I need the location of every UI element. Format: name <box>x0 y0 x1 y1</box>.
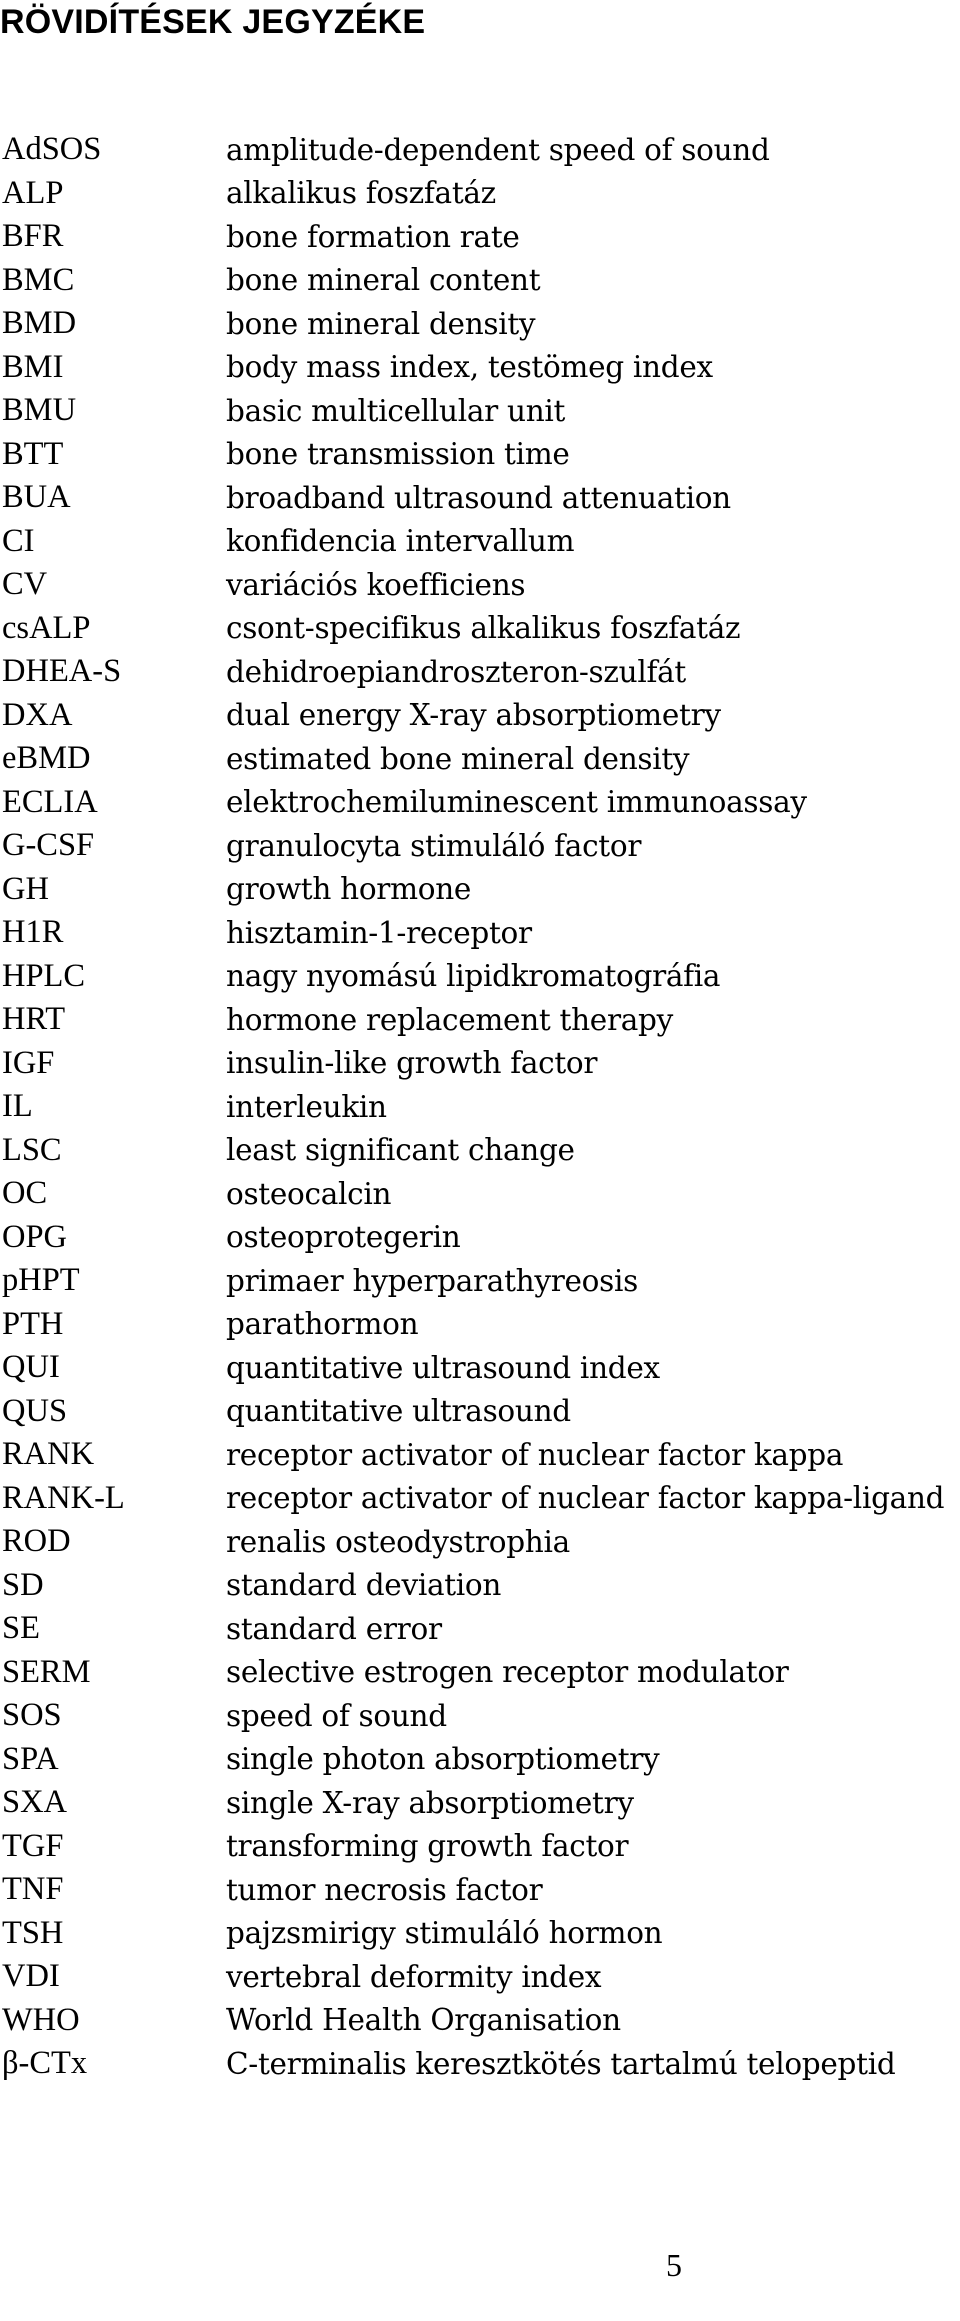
abbreviation-row <box>2 1868 958 1912</box>
abbreviation-row <box>2 1346 958 1390</box>
page-title: RÖVIDÍTÉSEK JEGYZÉKE <box>0 3 426 41</box>
abbreviation-code: WHO <box>2 2001 80 2038</box>
abbreviation-code: DXA <box>2 696 73 733</box>
abbreviation-row <box>2 1999 958 2043</box>
abbreviation-code: BMU <box>2 392 77 429</box>
abbreviation-code: SPA <box>2 1740 59 1777</box>
abbreviation-row <box>2 389 958 433</box>
abbreviation-row <box>2 128 958 172</box>
abbreviation-code: BMI <box>2 348 64 385</box>
abbreviation-definition: nagy nyomású lipidkromatográfia <box>226 959 721 994</box>
abbreviation-definition: C-terminalis keresztkötés tartalmú telopeptid <box>226 2046 896 2081</box>
abbreviation-row <box>2 520 958 564</box>
page-number: 5 <box>666 2247 682 2283</box>
abbreviation-code: SOS <box>2 1697 62 1734</box>
abbreviation-definition: World Health Organisation <box>226 2003 621 2038</box>
abbreviation-row <box>2 955 958 999</box>
abbreviation-code: eBMD <box>2 740 91 777</box>
abbreviation-code: GH <box>2 870 49 907</box>
abbreviation-code: QUI <box>2 1349 60 1386</box>
abbreviation-definition: standard deviation <box>226 1568 502 1603</box>
abbreviation-row <box>2 1433 958 1477</box>
abbreviation-row <box>2 1651 958 1695</box>
abbreviation-code: TNF <box>2 1871 64 1908</box>
abbreviation-definition: speed of sound <box>226 1698 447 1733</box>
abbreviation-row <box>2 1825 958 1869</box>
abbreviation-definition: interleukin <box>226 1089 387 1124</box>
abbreviation-definition: variációs koefficiens <box>226 567 526 602</box>
abbreviation-definition: osteocalcin <box>226 1176 392 1211</box>
abbreviation-definition: osteoprotegerin <box>226 1220 461 1255</box>
abbreviation-definition: pajzsmirigy stimuláló hormon <box>226 1916 663 1951</box>
abbreviation-code: AdSOS <box>2 131 102 168</box>
abbreviation-code: BMC <box>2 261 75 298</box>
abbreviation-code: ROD <box>2 1523 71 1560</box>
abbreviation-definition: bone transmission time <box>226 437 570 472</box>
abbreviation-row <box>2 650 958 694</box>
abbreviation-row <box>2 346 958 390</box>
abbreviation-row <box>2 998 958 1042</box>
abbreviation-definition: quantitative ultrasound <box>226 1394 571 1429</box>
abbreviation-row <box>2 1912 958 1956</box>
abbreviation-definition: alkalikus foszfatáz <box>226 176 496 211</box>
abbreviation-row <box>2 1477 958 1521</box>
abbreviation-row <box>2 1390 958 1434</box>
abbreviation-definition: dual energy X-ray absorptiometry <box>226 698 721 733</box>
abbreviation-row <box>2 476 958 520</box>
abbreviation-code: BTT <box>2 435 64 472</box>
abbreviation-definition: receptor activator of nuclear factor kappa-ligand <box>226 1481 945 1516</box>
abbreviation-row <box>2 259 958 303</box>
abbreviation-row <box>2 1955 958 1999</box>
abbreviation-code: TSH <box>2 1914 64 1951</box>
abbreviation-row <box>2 2042 958 2086</box>
abbreviation-row <box>2 607 958 651</box>
abbreviation-row <box>2 215 958 259</box>
abbreviation-code: SE <box>2 1610 40 1647</box>
abbreviation-definition: elektrochemiluminescent immunoassay <box>226 785 807 820</box>
abbreviation-code: H1R <box>2 914 64 951</box>
abbreviation-row <box>2 563 958 607</box>
abbreviation-row <box>2 1607 958 1651</box>
abbreviation-code: SD <box>2 1566 44 1603</box>
abbreviation-code: BMD <box>2 305 77 342</box>
abbreviation-code: PTH <box>2 1305 64 1342</box>
abbreviation-code: DHEA-S <box>2 653 122 690</box>
abbreviation-row <box>2 172 958 216</box>
abbreviation-definition: selective estrogen receptor modulator <box>226 1655 789 1690</box>
abbreviation-code: β-CTx <box>2 2045 88 2082</box>
abbreviation-code: pHPT <box>2 1262 80 1299</box>
abbreviation-code: RANK-L <box>2 1479 125 1516</box>
abbreviation-code: BFR <box>2 218 64 255</box>
abbreviation-code: VDI <box>2 1958 60 1995</box>
abbreviation-code: BUA <box>2 479 71 516</box>
abbreviation-row <box>2 1738 958 1782</box>
abbreviation-code: CV <box>2 566 48 603</box>
abbreviation-definition: hormone replacement therapy <box>226 1002 673 1037</box>
abbreviation-row <box>2 1564 958 1608</box>
abbreviation-definition: primaer hyperparathyreosis <box>226 1263 638 1298</box>
abbreviation-row <box>2 1259 958 1303</box>
abbreviation-definition: parathormon <box>226 1307 419 1342</box>
abbreviation-definition: konfidencia intervallum <box>226 524 575 559</box>
abbreviation-code: ALP <box>2 174 64 211</box>
abbreviation-row <box>2 1781 958 1825</box>
abbreviation-row <box>2 824 958 868</box>
abbreviation-code: IL <box>2 1088 33 1125</box>
abbreviation-row <box>2 1520 958 1564</box>
abbreviation-definition: receptor activator of nuclear factor kappa <box>226 1437 844 1472</box>
abbreviation-definition: least significant change <box>226 1133 575 1168</box>
abbreviation-row <box>2 737 958 781</box>
abbreviation-definition: single photon absorptiometry <box>226 1742 660 1777</box>
abbreviation-definition: standard error <box>226 1611 442 1646</box>
abbreviation-definition: broadband ultrasound attenuation <box>226 480 731 515</box>
abbreviation-row <box>2 1129 958 1173</box>
abbreviation-code: HPLC <box>2 957 86 994</box>
abbreviation-row <box>2 781 958 825</box>
abbreviation-row <box>2 1042 958 1086</box>
abbreviation-definition: granulocyta stimuláló factor <box>226 828 642 863</box>
abbreviation-definition: dehidroepiandroszteron-szulfát <box>226 654 686 689</box>
abbreviation-row <box>2 433 958 477</box>
abbreviation-code: RANK <box>2 1436 95 1473</box>
abbreviation-definition: amplitude-dependent speed of sound <box>226 132 770 167</box>
abbreviation-definition: basic multicellular unit <box>226 393 566 428</box>
abbreviation-row <box>2 1216 958 1260</box>
abbreviation-row <box>2 868 958 912</box>
abbreviation-definition: tumor necrosis factor <box>226 1872 543 1907</box>
abbreviation-code: CI <box>2 522 35 559</box>
abbreviation-definition: growth hormone <box>226 872 472 907</box>
abbreviation-definition: estimated bone mineral density <box>226 741 690 776</box>
abbreviation-row <box>2 1085 958 1129</box>
abbreviation-code: SXA <box>2 1784 68 1821</box>
abbreviation-definition: bone mineral content <box>226 263 541 298</box>
abbreviation-code: OC <box>2 1175 48 1212</box>
abbreviation-definition: hisztamin-1-receptor <box>226 915 532 950</box>
abbreviation-list <box>2 128 958 2086</box>
abbreviation-definition: single X-ray absorptiometry <box>226 1785 634 1820</box>
abbreviation-code: G-CSF <box>2 827 95 864</box>
abbreviation-definition: quantitative ultrasound index <box>226 1350 660 1385</box>
abbreviation-definition: renalis osteodystrophia <box>226 1524 570 1559</box>
abbreviation-row <box>2 302 958 346</box>
abbreviation-code: TGF <box>2 1827 64 1864</box>
abbreviation-row <box>2 1694 958 1738</box>
abbreviation-definition: vertebral deformity index <box>226 1959 602 1994</box>
abbreviation-code: SERM <box>2 1653 91 1690</box>
abbreviation-row <box>2 694 958 738</box>
abbreviation-definition: transforming growth factor <box>226 1829 629 1864</box>
abbreviation-row <box>2 1172 958 1216</box>
abbreviation-definition: bone mineral density <box>226 306 536 341</box>
abbreviation-definition: body mass index, testömeg index <box>226 350 713 385</box>
abbreviation-definition: bone formation rate <box>226 219 520 254</box>
abbreviation-code: QUS <box>2 1392 68 1429</box>
abbreviation-code: csALP <box>2 609 91 646</box>
abbreviation-code: ECLIA <box>2 783 98 820</box>
abbreviation-row <box>2 1303 958 1347</box>
abbreviation-definition: insulin-like growth factor <box>226 1046 598 1081</box>
abbreviation-definition: csont-specifikus alkalikus foszfatáz <box>226 611 741 646</box>
abbreviation-row <box>2 911 958 955</box>
abbreviation-code: LSC <box>2 1131 62 1168</box>
abbreviation-code: HRT <box>2 1001 66 1038</box>
abbreviation-code: OPG <box>2 1218 68 1255</box>
abbreviation-code: IGF <box>2 1044 55 1081</box>
